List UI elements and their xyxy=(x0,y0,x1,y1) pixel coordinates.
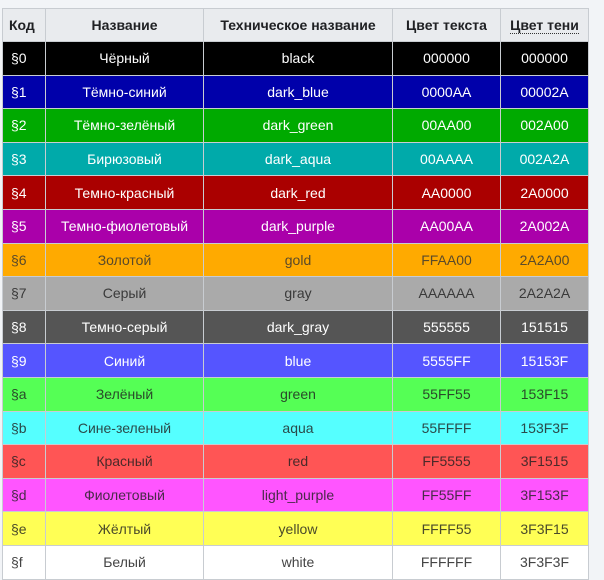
table-row xyxy=(3,277,589,311)
cell-code: §7 xyxy=(3,277,46,311)
cell-tech-name: dark_aqua xyxy=(204,142,393,176)
cell-code: §5 xyxy=(3,209,46,243)
cell-shadow-color: 15153F xyxy=(501,344,589,378)
cell-name: Сине-зеленый xyxy=(46,411,204,445)
table-row xyxy=(3,478,589,512)
table-row xyxy=(3,209,589,243)
cell-shadow-color: 3F153F xyxy=(501,478,589,512)
cell-tech-name: yellow xyxy=(204,512,393,546)
cell-tech-name: red xyxy=(204,445,393,479)
table-row xyxy=(3,243,589,277)
table-row xyxy=(3,42,589,76)
cell-code: §4 xyxy=(3,176,46,210)
cell-name: Тёмно-синий xyxy=(46,75,204,109)
cell-tech-name: dark_red xyxy=(204,176,393,210)
header-text-color: Цвет текста xyxy=(393,9,501,42)
cell-shadow-color: 153F3F xyxy=(501,411,589,445)
table-body xyxy=(3,42,589,580)
table-row xyxy=(3,344,589,378)
cell-code: §c xyxy=(3,445,46,479)
color-codes-table xyxy=(2,8,589,580)
cell-name: Серый xyxy=(46,277,204,311)
cell-name: Чёрный xyxy=(46,42,204,76)
cell-text-color: 00AA00 xyxy=(393,109,501,143)
cell-name: Красный xyxy=(46,445,204,479)
cell-shadow-color: 002A2A xyxy=(501,142,589,176)
cell-code: §e xyxy=(3,512,46,546)
cell-code: §3 xyxy=(3,142,46,176)
header-shadow-color-label[interactable]: Цвет тени xyxy=(510,17,579,33)
cell-tech-name: aqua xyxy=(204,411,393,445)
cell-tech-name: gold xyxy=(204,243,393,277)
cell-name: Темно-красный xyxy=(46,176,204,210)
table-row xyxy=(3,109,589,143)
cell-name: Белый xyxy=(46,545,204,579)
cell-tech-name: dark_purple xyxy=(204,209,393,243)
table-row xyxy=(3,445,589,479)
cell-text-color: 55FF55 xyxy=(393,377,501,411)
cell-text-color: 00AAAA xyxy=(393,142,501,176)
cell-text-color: FF5555 xyxy=(393,445,501,479)
cell-name: Бирюзовый xyxy=(46,142,204,176)
cell-code: §1 xyxy=(3,75,46,109)
cell-tech-name: dark_blue xyxy=(204,75,393,109)
cell-tech-name: white xyxy=(204,545,393,579)
cell-text-color: AA0000 xyxy=(393,176,501,210)
cell-code: §f xyxy=(3,545,46,579)
cell-code: §a xyxy=(3,377,46,411)
header-name: Название xyxy=(46,9,204,42)
cell-tech-name: black xyxy=(204,42,393,76)
table-row xyxy=(3,176,589,210)
cell-text-color: FFFF55 xyxy=(393,512,501,546)
table-row xyxy=(3,75,589,109)
cell-shadow-color: 151515 xyxy=(501,310,589,344)
cell-text-color: 555555 xyxy=(393,310,501,344)
header-row xyxy=(3,9,589,42)
header-tech-name: Техническое название xyxy=(204,9,393,42)
cell-name: Золотой xyxy=(46,243,204,277)
table-row xyxy=(3,310,589,344)
cell-tech-name: blue xyxy=(204,344,393,378)
cell-shadow-color: 2A002A xyxy=(501,209,589,243)
cell-code: §d xyxy=(3,478,46,512)
table-row xyxy=(3,142,589,176)
cell-name: Жёлтый xyxy=(46,512,204,546)
cell-code: §6 xyxy=(3,243,46,277)
cell-text-color: 0000AA xyxy=(393,75,501,109)
cell-tech-name: gray xyxy=(204,277,393,311)
cell-code: §8 xyxy=(3,310,46,344)
cell-shadow-color: 002A00 xyxy=(501,109,589,143)
cell-shadow-color: 153F15 xyxy=(501,377,589,411)
cell-shadow-color: 00002A xyxy=(501,75,589,109)
cell-name: Фиолетовый xyxy=(46,478,204,512)
table-row xyxy=(3,377,589,411)
cell-text-color: FF55FF xyxy=(393,478,501,512)
cell-code: §2 xyxy=(3,109,46,143)
cell-tech-name: dark_green xyxy=(204,109,393,143)
table-row xyxy=(3,411,589,445)
cell-tech-name: light_purple xyxy=(204,478,393,512)
cell-text-color: AAAAAA xyxy=(393,277,501,311)
header-shadow-color[interactable] xyxy=(501,9,589,42)
cell-shadow-color: 3F1515 xyxy=(501,445,589,479)
cell-name: Темно-фиолетовый xyxy=(46,209,204,243)
cell-tech-name: green xyxy=(204,377,393,411)
cell-code: §b xyxy=(3,411,46,445)
cell-text-color: FFFFFF xyxy=(393,545,501,579)
cell-text-color: AA00AA xyxy=(393,209,501,243)
cell-shadow-color: 2A0000 xyxy=(501,176,589,210)
cell-name: Темно-серый xyxy=(46,310,204,344)
table-row xyxy=(3,512,589,546)
cell-name: Тёмно-зелёный xyxy=(46,109,204,143)
cell-shadow-color: 3F3F3F xyxy=(501,545,589,579)
cell-name: Зелёный xyxy=(46,377,204,411)
cell-text-color: 5555FF xyxy=(393,344,501,378)
cell-shadow-color: 2A2A2A xyxy=(501,277,589,311)
table-row xyxy=(3,545,589,579)
table-header xyxy=(3,9,589,42)
header-code: Код xyxy=(3,9,46,42)
cell-shadow-color: 3F3F15 xyxy=(501,512,589,546)
cell-name: Синий xyxy=(46,344,204,378)
cell-code: §0 xyxy=(3,42,46,76)
cell-text-color: 000000 xyxy=(393,42,501,76)
cell-shadow-color: 2A2A00 xyxy=(501,243,589,277)
cell-text-color: 55FFFF xyxy=(393,411,501,445)
cell-tech-name: dark_gray xyxy=(204,310,393,344)
cell-code: §9 xyxy=(3,344,46,378)
cell-text-color: FFAA00 xyxy=(393,243,501,277)
cell-shadow-color: 000000 xyxy=(501,42,589,76)
